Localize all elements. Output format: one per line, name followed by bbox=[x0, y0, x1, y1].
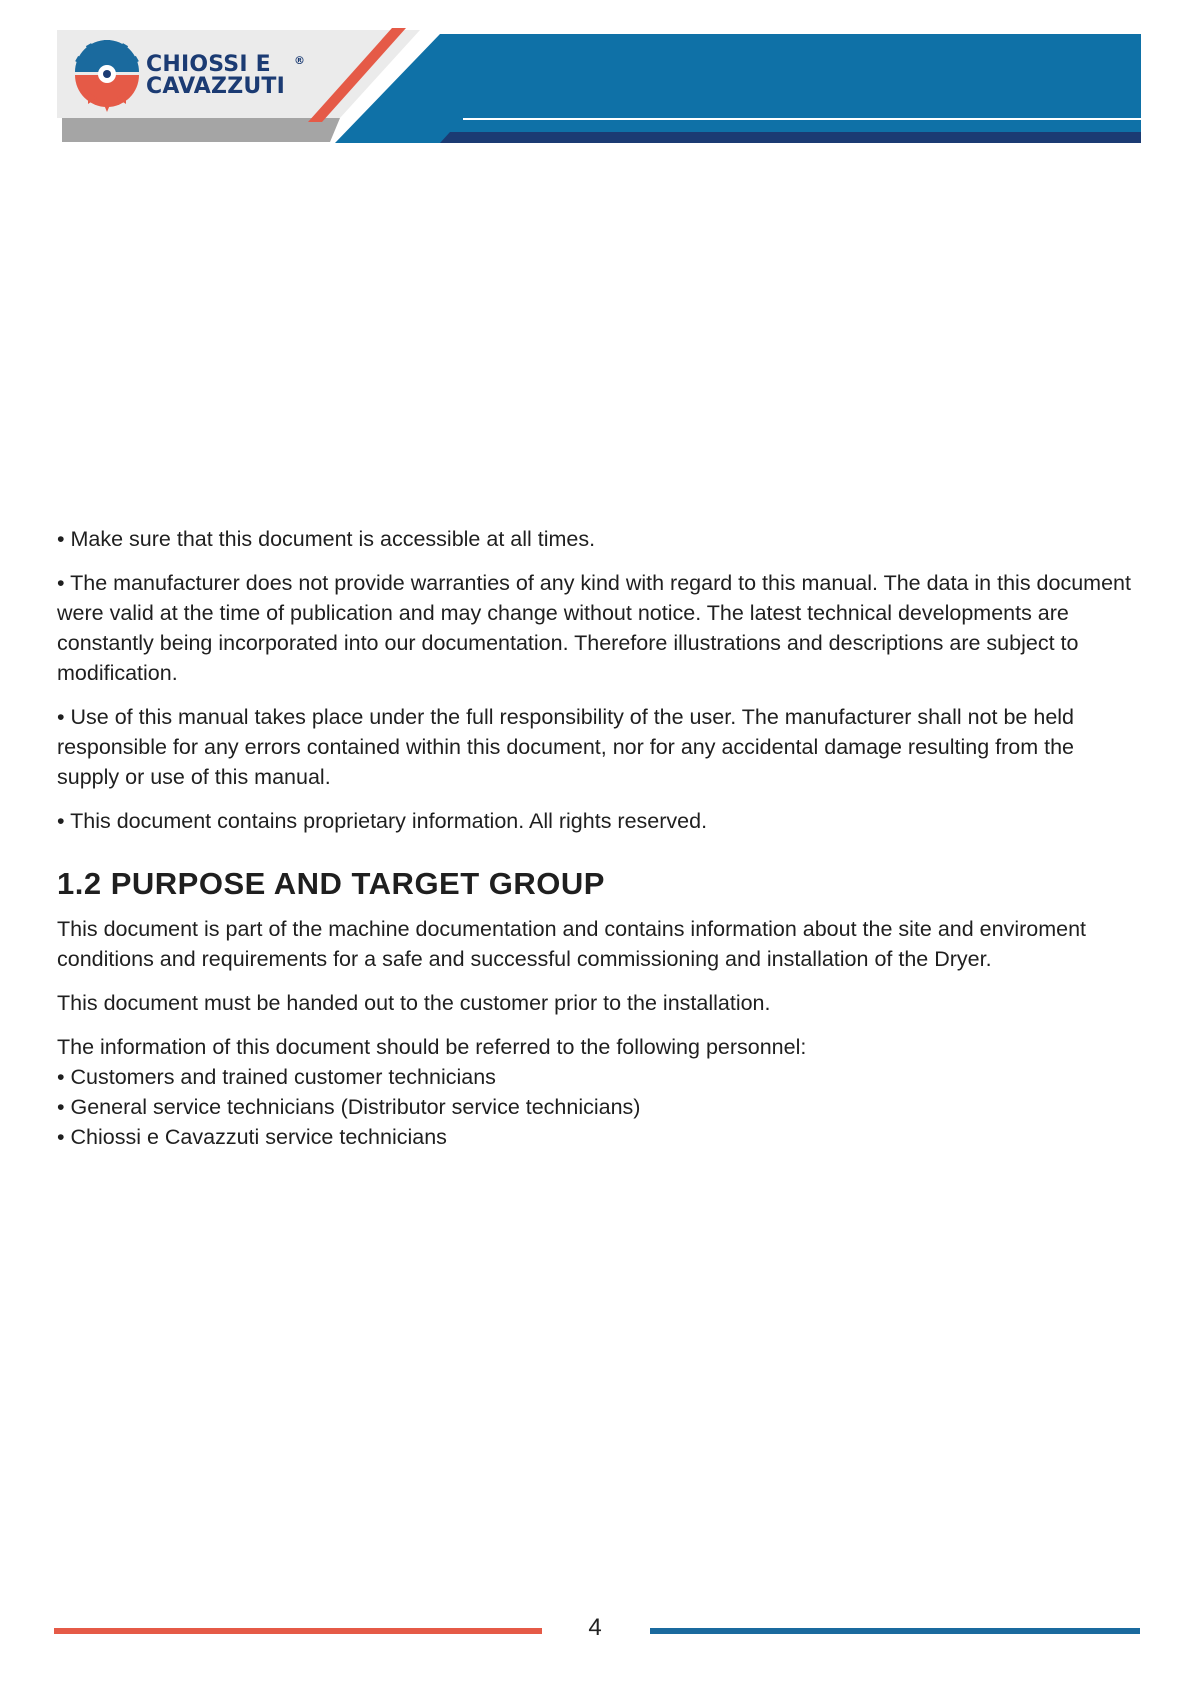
section-heading: 1.2 PURPOSE AND TARGET GROUP bbox=[57, 866, 605, 901]
list-item: • Customers and trained customer technicians bbox=[57, 1065, 496, 1089]
personnel-intro: The information of this document should be referred to the following personnel: bbox=[57, 1035, 807, 1059]
bullet-accessible: • Make sure that this document is accessible at all times. bbox=[57, 527, 596, 551]
bullet-responsibility: • Use of this manual takes place under the full responsibility of the user. The manufacturer shall not be held responsible for any errors contained within this document, nor for any accidental damage resulting from the supply or use of this manual. bbox=[57, 705, 1075, 789]
list-item: • General service technicians (Distributor service technicians) bbox=[57, 1095, 641, 1119]
personnel-list bbox=[57, 1032, 1137, 1152]
bullet-proprietary: • This document contains proprietary information. All rights reserved. bbox=[57, 809, 708, 833]
handout-paragraph: This document must be handed out to the customer prior to the installation. bbox=[57, 991, 771, 1015]
brand-logo-text bbox=[146, 52, 306, 99]
bullet-warranty: • The manufacturer does not provide warranties of any kind with regard to this manual. The data in this document were valid at the time of publication and may change without notice. The latest technical developments are constantly being incorporated into our documentation. Therefore illustrations and descriptions are subject to modification. bbox=[57, 571, 1131, 685]
brand-line-2: CAVAZZUTI bbox=[146, 74, 285, 99]
footer-orange-rule bbox=[54, 1628, 542, 1634]
purpose-paragraph: This document is part of the machine documentation and contains information about the site and enviroment conditions and requirements for a safe and successful commissioning and installation of the Dryer. bbox=[57, 917, 1087, 971]
footer-blue-rule bbox=[650, 1628, 1140, 1634]
brand-line-1: CHIOSSI E bbox=[146, 52, 271, 77]
page-header bbox=[0, 0, 1191, 150]
registered-mark: ® bbox=[294, 54, 306, 67]
page-number: 4 bbox=[588, 1614, 602, 1641]
list-item: • Chiossi e Cavazzuti service technicians bbox=[57, 1125, 447, 1149]
document-body bbox=[57, 524, 1137, 1152]
